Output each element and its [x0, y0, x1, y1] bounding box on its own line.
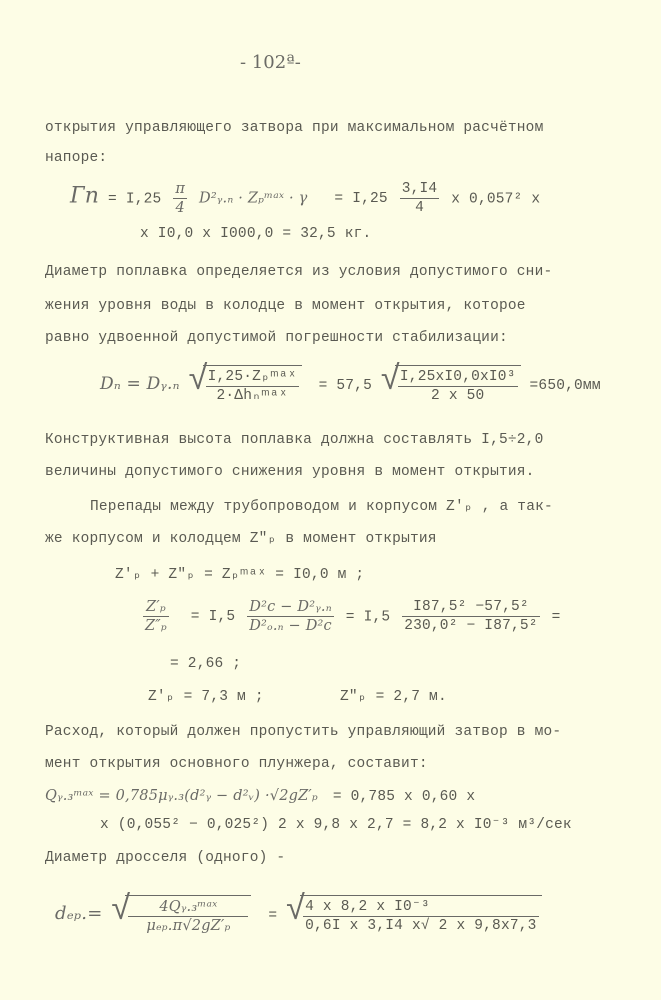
equation-line: x (0,055² − 0,025²) 2 x 9,8 x 2,7 = 8,2 x I0⁻³ м³/сек [100, 817, 572, 833]
equation-line: Z″ₚ = 2,7 м. [340, 689, 447, 705]
formula-lhs: dₑₚ.= [55, 902, 103, 924]
formula-text: D²ᵧ.ₙ · Zₚᵐᵃˣ · γ [199, 190, 308, 207]
text-line: напоре: [45, 150, 108, 166]
formula-result: =650,0мм [529, 377, 601, 394]
formula-lhs: Dₙ = Dᵧ.ₙ [100, 373, 180, 394]
page-number: - 102ª- [240, 52, 301, 73]
text-line: Перепады между трубопроводом и корпусом Z′ₚ , а так- [90, 499, 553, 515]
equation-line: Z′ₚ + Z″ₚ = Zₚᵐᵃˣ = I0,0 м ; [115, 567, 365, 583]
sqrt [381, 365, 521, 405]
sqrt [286, 895, 541, 935]
equation-throttle-diameter [55, 895, 542, 935]
formula-text: = [551, 609, 561, 626]
text-line: жения уровня воды в колодце в момент открытия, которое [45, 298, 526, 314]
sqrt [111, 895, 251, 935]
text-line: Расход, который должен пропустить управляющий затвор в мо- [45, 724, 562, 740]
equation-ratio [140, 598, 561, 635]
formula-lhs: Гп [70, 183, 100, 209]
formula-text: = I,5 [190, 609, 236, 626]
equation-float-weight [70, 180, 540, 217]
equation-line: Z′ₚ = 7,3 м ; [148, 689, 264, 705]
fraction: $\frac{\text{I87,5² −57,5²}}{\text{230,0² − I87,5²}}$ [404, 599, 538, 634]
fraction: √ $\frac{\text{4Qᵧ.₃ᵐᵃˣ}}{\text{μₑₚ.π√2gZ′ₚ}}$ [128, 898, 248, 935]
equation-flow [45, 788, 475, 805]
fraction: $\frac{\text{Z′ₚ}}{\text{Z″ₚ}}$ [145, 599, 167, 634]
text-line: Диаметр поплавка определяется из условия допустимого сни- [45, 264, 553, 280]
formula-lhs: Qᵧ.₃ᵐᵃˣ = 0,785μᵧ.₃(d²ᵧ − d²ᵥ) ·√2gZ′ₚ [45, 788, 318, 804]
formula-text: = [268, 907, 278, 924]
text-line: Конструктивная высота поплавка должна составлять I,5÷2,0 [45, 432, 544, 448]
sqrt [189, 365, 302, 405]
text-line: же корпусом и колодцем Z″ₚ в момент открытия [45, 531, 437, 547]
equation-line: x I0,0 x I000,0 = 32,5 кг. [140, 226, 372, 242]
text-line: равно удвоенной допустимой погрешности стабилизации: [45, 330, 508, 346]
fraction: $\frac{3,I4}{4}$ [401, 181, 438, 216]
text-line: открытия управляющего затвора при максимальном расчётном [45, 120, 544, 136]
fraction: $\frac{\text{D²c − D²ᵧ.ₙ}}{\text{D²ₒ.ₙ − D²c}}$ [249, 599, 332, 634]
formula-text: = 57,5 [318, 377, 372, 394]
equation-float-diameter [100, 365, 601, 405]
formula-text: = I,25 [334, 191, 388, 208]
text-line: величины допустимого снижения уровня в момент открытия. [45, 464, 535, 480]
fraction: √ $\frac{\text{I,25·Zₚᵐᵃˣ}}{\text{2·Δhₙᵐᵃˣ}}$ [207, 369, 297, 404]
text-line: Диаметр дросселя (одного) - [45, 850, 286, 866]
formula-text: = I,5 [345, 609, 391, 626]
formula-text: = 0,785 x 0,60 x [332, 789, 476, 805]
fraction: $\frac{\pi}{4}$ [175, 181, 186, 216]
fraction: √ $\frac{\text{4 x 8,2 x I0⁻³}}{\text{0,6I x 3,I4 x√ 2 x 9,8x7,3}}$ [305, 899, 537, 934]
fraction: √ $\frac{\text{I,25xI0,0xI0³}}{2 x 50}$ [399, 369, 516, 404]
formula-text: x 0,057² x [451, 191, 541, 208]
formula-text: = I,25 [108, 191, 162, 208]
equation-line: = 2,66 ; [170, 656, 242, 672]
text-line: мент открытия основного плунжера, составит: [45, 756, 428, 772]
